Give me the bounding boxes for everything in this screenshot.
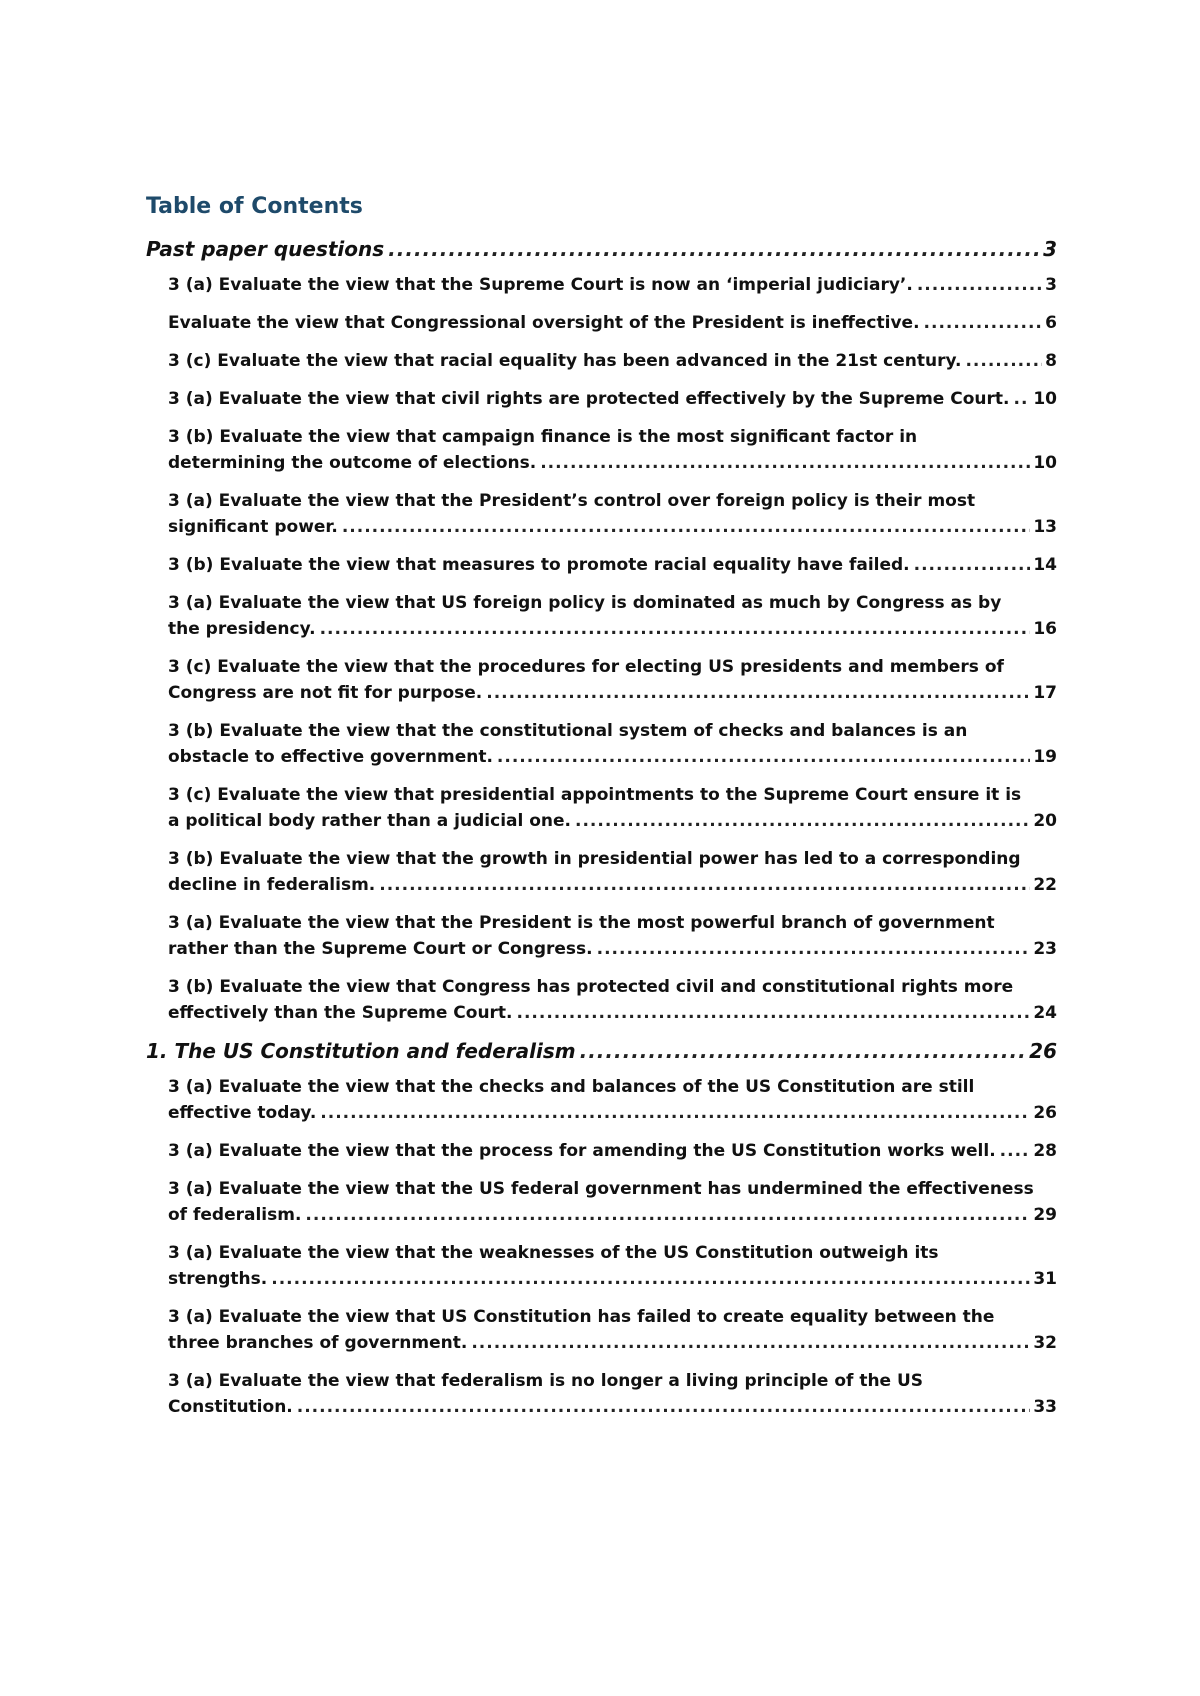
toc-page-number: 33 [1033,1397,1057,1417]
toc-section-line [146,236,1057,262]
toc-entry[interactable] [146,1138,1057,1164]
toc-entry-text-line: 3 (a) Evaluate the view that the checks and balances of the US Constitution are still [168,1077,975,1097]
toc-entry-text-line: 3 (b) Evaluate the view that the growth in presidential power has led to a corresponding [168,849,1021,869]
toc-page-number: 13 [1033,517,1057,537]
toc-entry-line [168,1138,1057,1164]
toc-entry-line [168,450,1057,476]
toc-entry-text: 3 (a) Evaluate the view that the process for amending the US Constitution works well. [168,1141,996,1161]
dot-leader [379,872,1030,898]
dot-leader [1013,386,1030,412]
toc-entry-text: a political body rather than a judicial one. [168,811,572,831]
toc-entry[interactable] [146,424,1057,476]
toc-entry-line [168,1100,1057,1126]
toc-entry-line [168,680,1057,706]
toc-entry[interactable] [146,718,1057,770]
toc-entry[interactable] [146,590,1057,642]
toc-entry-text-line: 3 (a) Evaluate the view that US foreign policy is dominated as much by Congress as by [168,593,1002,613]
toc-title: Table of Contents [146,194,363,219]
dot-leader [1000,1138,1031,1164]
toc-entry-text: 3 (c) Evaluate the view that racial equality has been advanced in the 21st century. [168,351,962,371]
dot-leader [305,1202,1030,1228]
dot-leader [271,1266,1030,1292]
dot-leader [320,616,1031,642]
toc-entry-line [168,1266,1057,1292]
toc-entry-text-line: 3 (b) Evaluate the view that Congress has protected civil and constitutional rights more [168,977,1014,997]
toc-entry[interactable] [146,974,1057,1026]
toc-page-number: 24 [1033,1003,1057,1023]
toc-entry-text: obstacle to effective government. [168,747,493,767]
toc-page-number: 10 [1033,453,1057,473]
toc-page-number: 3 [1045,275,1057,295]
toc-entry[interactable] [146,272,1057,298]
toc-entry-text: 3 (b) Evaluate the view that measures to promote racial equality have failed. [168,555,910,575]
dot-leader [388,236,1040,262]
dot-leader [575,808,1030,834]
toc-entry-line [168,386,1057,412]
toc-entry-text: three branches of government. [168,1333,468,1353]
toc-entry[interactable] [146,310,1057,336]
toc-page-number: 26 [1033,1103,1057,1123]
toc-entry-line [168,348,1057,374]
toc-entry[interactable] [146,1304,1057,1356]
toc-page-number: 8 [1045,351,1057,371]
toc-page-number: 19 [1033,747,1057,767]
toc-page-number: 17 [1033,683,1057,703]
toc-entry-text: determining the outcome of elections. [168,453,537,473]
document-page [146,192,1057,1432]
toc-entry[interactable] [146,386,1057,412]
dot-leader [517,1000,1031,1026]
toc-page-number: 16 [1033,619,1057,639]
toc-entry-text: rather than the Supreme Court or Congress. [168,939,593,959]
toc-page-number: 32 [1033,1333,1057,1353]
toc-page-number: 6 [1045,313,1057,333]
toc-entry-line [168,744,1057,770]
dot-leader [320,1100,1030,1126]
dot-leader [297,1394,1031,1420]
toc-entry-text: strengths. [168,1269,268,1289]
toc-page-number: 23 [1033,939,1057,959]
toc-entry-text-line: 3 (b) Evaluate the view that campaign finance is the most significant factor in [168,427,918,447]
toc-entry-line [168,272,1057,298]
toc-entry-line [168,1394,1057,1420]
toc-page-number: 28 [1033,1141,1057,1161]
toc-entry[interactable] [146,1074,1057,1126]
toc-entry[interactable] [146,846,1057,898]
toc-entry-line [168,936,1057,962]
toc-entry-text-line: 3 (c) Evaluate the view that presidential appointments to the Supreme Court ensure it is [168,785,1022,805]
toc-entry-text: of federalism. [168,1205,302,1225]
toc-section-label: 1. The US Constitution and federalism [146,1039,576,1063]
toc-page-number: 29 [1033,1205,1057,1225]
dot-leader [965,348,1042,374]
toc-entry-line [168,1330,1057,1356]
toc-entry-text-line: 3 (a) Evaluate the view that federalism is no longer a living principle of the US [168,1371,924,1391]
toc-entry-text-line: 3 (a) Evaluate the view that the US federal government has undermined the effectiveness [168,1179,1034,1199]
toc-entry-text: decline in federalism. [168,875,376,895]
toc-entry-line [168,616,1057,642]
toc-entry-text-line: 3 (b) Evaluate the view that the constitutional system of checks and balances is an [168,721,968,741]
toc-entry-text: 3 (a) Evaluate the view that the Supreme Court is now an ‘imperial judiciary’. [168,275,913,295]
toc-page-number: 20 [1033,811,1057,831]
dot-leader [914,552,1031,578]
toc-section-heading[interactable] [146,1038,1057,1064]
toc-entry-text: effective today. [168,1103,317,1123]
dot-leader [580,1038,1027,1064]
toc-list [146,236,1057,1420]
dot-leader [924,310,1043,336]
toc-entry[interactable] [146,348,1057,374]
toc-entry-text: the presidency. [168,619,316,639]
toc-entry[interactable] [146,654,1057,706]
toc-entry-text-line: 3 (a) Evaluate the view that US Constitution has failed to create equality between the [168,1307,995,1327]
toc-section-line [146,1038,1057,1064]
toc-entry-line [168,808,1057,834]
toc-entry-text: 3 (a) Evaluate the view that civil rights are protected effectively by the Supreme Court. [168,389,1010,409]
toc-entry[interactable] [146,1240,1057,1292]
toc-entry[interactable] [146,910,1057,962]
dot-leader [342,514,1030,540]
toc-entry-text: Evaluate the view that Congressional oversight of the President is ineffective. [168,313,920,333]
dot-leader [497,744,1030,770]
toc-entry-line [168,1202,1057,1228]
toc-page-number: 26 [1029,1039,1057,1063]
dot-leader [486,680,1030,706]
toc-entry-text-line: 3 (c) Evaluate the view that the procedures for electing US presidents and members of [168,657,1004,677]
dot-leader [917,272,1042,298]
toc-page-number: 31 [1033,1269,1057,1289]
toc-entry-text-line: 3 (a) Evaluate the view that the President’s control over foreign policy is their most [168,491,976,511]
toc-entry-line [168,514,1057,540]
toc-entry-line [168,872,1057,898]
toc-page-number: 3 [1043,237,1057,261]
toc-entry-text: effectively than the Supreme Court. [168,1003,513,1023]
toc-entry-text: Constitution. [168,1397,293,1417]
toc-entry-text-line: 3 (a) Evaluate the view that the weaknesses of the US Constitution outweigh its [168,1243,939,1263]
toc-entry-line [168,552,1057,578]
toc-entry[interactable] [146,1176,1057,1228]
toc-entry-line [168,310,1057,336]
toc-section-heading[interactable] [146,236,1057,262]
toc-entry-text: Congress are not fit for purpose. [168,683,483,703]
dot-leader [597,936,1031,962]
toc-entry[interactable] [146,782,1057,834]
toc-entry[interactable] [146,552,1057,578]
toc-page-number: 22 [1033,875,1057,895]
toc-entry-line [168,1000,1057,1026]
toc-section-label: Past paper questions [146,237,385,261]
toc-entry[interactable] [146,488,1057,540]
toc-entry-text: significant power. [168,517,338,537]
dot-leader [540,450,1030,476]
toc-page-number: 14 [1033,555,1057,575]
dot-leader [471,1330,1030,1356]
toc-entry[interactable] [146,1368,1057,1420]
toc-page-number: 10 [1033,389,1057,409]
toc-entry-text-line: 3 (a) Evaluate the view that the President is the most powerful branch of government [168,913,995,933]
